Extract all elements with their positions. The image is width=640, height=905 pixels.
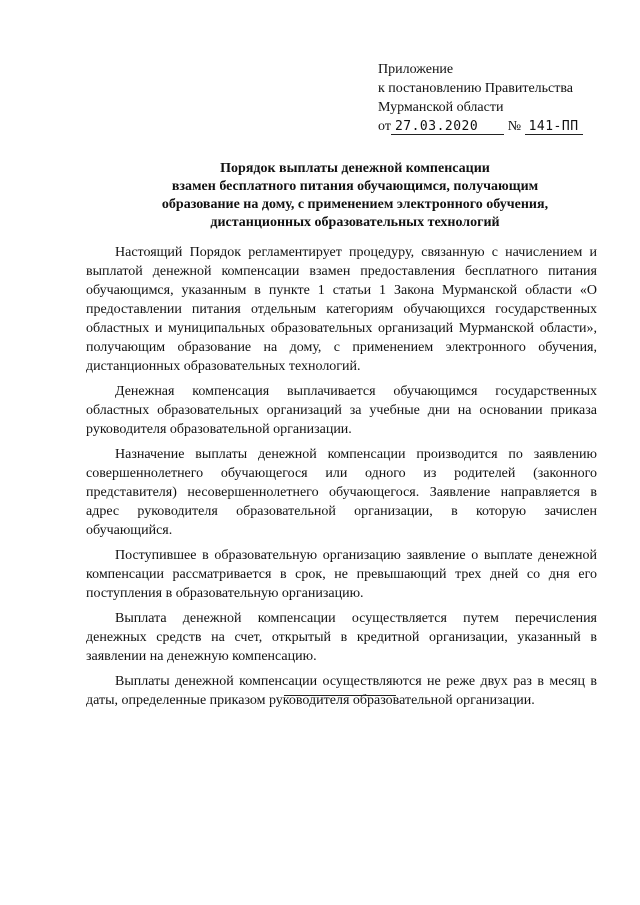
paragraph: Настоящий Порядок регламентирует процедуру, связанную с начислением и выплатой денежной компенсации взамен предоставления бесплатного питания обучающимся, указанным в пункте 1 статьи 1 Закона Мурманской области «О предоставлении питания отдельным категориям обучающихся государственных областных и муниципальных образовательных организаций Мурманской области», получающим образование на дому, с применением электронного обучения, дистанционных образовательных технологий.: [86, 245, 597, 374]
title-line: взамен бесплатного питания обучающимся, получающим: [171, 179, 539, 194]
paragraph: Денежная компенсация выплачивается обучающимся государственных областных образовательных организаций за учебные дни на основании приказа руководителя образовательной организации.: [86, 384, 597, 437]
title-line: Порядок выплаты денежной компенсации: [220, 161, 490, 176]
paragraph: Выплаты денежной компенсации осуществляются не реже двух раз в месяц в даты, определенные приказом руководителя образовательной организации.: [86, 674, 597, 708]
document-body: [86, 243, 597, 716]
document-title: [100, 160, 610, 232]
title-line: дистанционных образовательных технологий: [210, 215, 500, 230]
resolution-number: 141-ПП: [525, 119, 583, 135]
appendix-resolution-line: к постановлению Правительства: [378, 81, 574, 96]
date-prefix: от: [378, 119, 391, 134]
appendix-date-number-line: [378, 117, 618, 136]
paragraph: Назначение выплаты денежной компенсации производится по заявлению совершеннолетнего обучающегося или одного из родителей (законного представителя) несовершеннолетнего обучающегося. Заявление направляется в адрес руководителя образовательной организации, в которую зачислен обучающийся.: [86, 447, 597, 538]
closing-rule: [284, 695, 396, 696]
appendix-block: [378, 60, 618, 136]
number-prefix: №: [507, 119, 522, 134]
resolution-date: 27.03.2020: [391, 119, 504, 135]
paragraph: Выплата денежной компенсации осуществляется путем перечисления денежных средств на счет, открытый в кредитной организации, указанный в заявлении на денежную компенсацию.: [86, 611, 597, 664]
appendix-region-line: Мурманской области: [378, 100, 504, 115]
title-line: образование на дому, с применением электронного обучения,: [161, 197, 549, 212]
paragraph: Поступившее в образовательную организацию заявление о выплате денежной компенсации рассматривается в срок, не превышающий трех дней со дня его поступления в образовательную организацию.: [86, 548, 597, 601]
appendix-title: Приложение: [378, 62, 454, 77]
